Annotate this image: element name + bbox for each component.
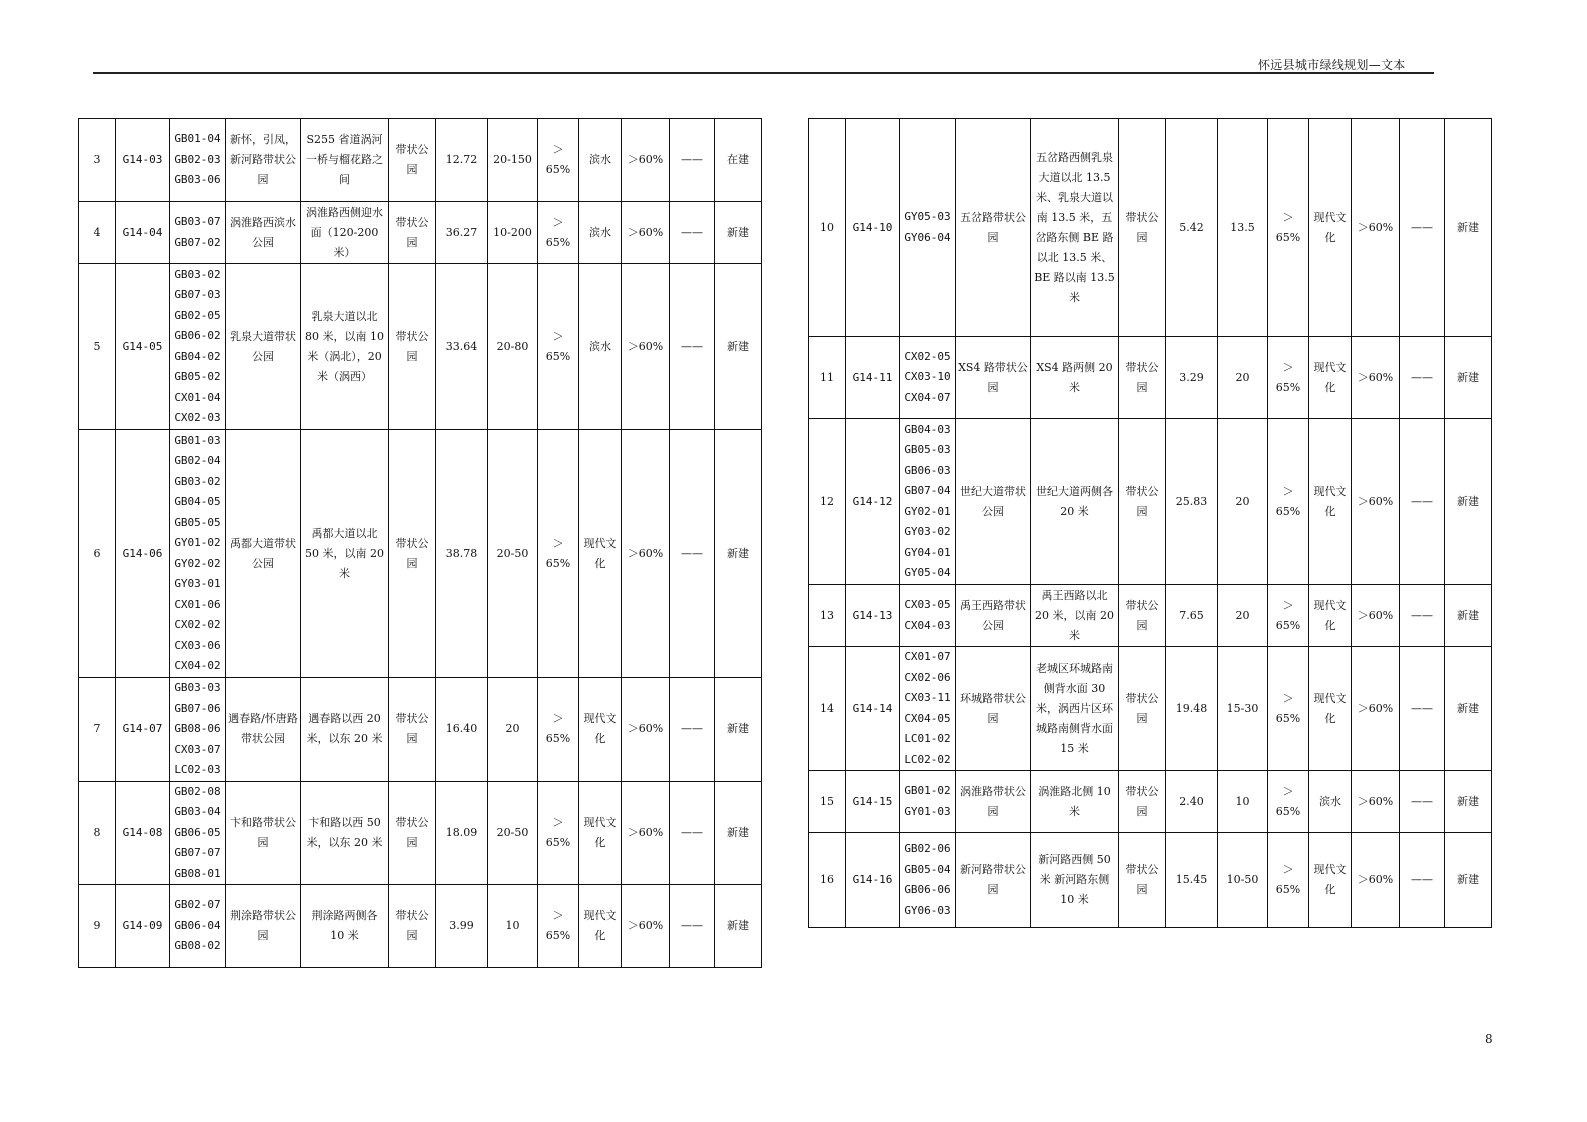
- cell-status: 新建: [1445, 419, 1492, 585]
- plot-code: GB06-04: [174, 918, 221, 932]
- cell-status: 在建: [715, 119, 762, 202]
- cell-theme: 现代文化: [1309, 337, 1352, 419]
- cell-width: 20: [1218, 419, 1268, 585]
- plot-code: CX03-05: [904, 598, 951, 611]
- cell-no: 11: [809, 337, 846, 419]
- plot-code: GY04-01: [904, 545, 951, 559]
- plot-code: CX01-06: [174, 597, 221, 611]
- cell-location: 禹都大道以北 50 米，以南 20 米: [301, 430, 389, 678]
- plot-code: GB01-04: [174, 132, 221, 146]
- cell-location: 涡淮路北侧 10 米: [1031, 771, 1119, 833]
- cell-width: 13.5: [1218, 119, 1268, 337]
- plot-code: CX01-07: [904, 650, 951, 663]
- plot-code: LC02-02: [904, 752, 951, 766]
- cell-theme: 现代文化: [579, 781, 622, 885]
- plot-code: CX04-02: [174, 659, 221, 672]
- plot-code: GY03-01: [174, 577, 221, 590]
- table-row: [809, 419, 1492, 585]
- plot-code: CX03-07: [174, 742, 221, 756]
- cell-theme: 现代文化: [579, 430, 622, 678]
- cell-type: 带状公园: [389, 430, 436, 678]
- cell-code: G14-12: [846, 419, 900, 585]
- plot-code: CX04-07: [904, 390, 951, 404]
- plot-code: GY05-03: [904, 210, 951, 223]
- cell-theme: 现代文化: [1309, 119, 1352, 337]
- cell-width: 20-150: [488, 119, 538, 202]
- cell-theme: 现代文化: [1309, 833, 1352, 928]
- cell-name: 遇春路/怀唐路带状公园: [226, 678, 301, 782]
- plot-code: CX02-05: [904, 349, 951, 363]
- cell-code: G14-05: [116, 264, 170, 430]
- cell-plots: [170, 678, 226, 782]
- cell-plots: [170, 119, 226, 202]
- table-row: [79, 264, 762, 430]
- cell-plots: [170, 885, 226, 968]
- plot-code: GB08-02: [174, 939, 221, 953]
- cell-type: 带状公园: [1119, 119, 1166, 337]
- plot-code: GB06-02: [174, 329, 221, 342]
- plot-code: CX01-04: [174, 390, 221, 404]
- cell-type: 带状公园: [1119, 833, 1166, 928]
- cell-width: 20: [488, 678, 538, 782]
- plot-code: GB06-05: [174, 825, 221, 839]
- cell-green-rate: ＞ 65%: [538, 264, 579, 430]
- cell-code: G14-11: [846, 337, 900, 419]
- cell-status: 新建: [1445, 771, 1492, 833]
- cell-code: G14-07: [116, 678, 170, 782]
- table-row: [809, 337, 1492, 419]
- cell-location: S255 省道涡河一桥与榴花路之间: [301, 119, 389, 202]
- cell-location: 卞和路以西 50 米，以东 20 米: [301, 781, 389, 885]
- cell-status: 新建: [715, 781, 762, 885]
- plot-code: GB03-04: [174, 805, 221, 818]
- table-row: [79, 885, 762, 968]
- cell-area: 16.40: [436, 678, 488, 782]
- cell-name: 环城路带状公园: [956, 647, 1031, 771]
- cell-area: 19.48: [1166, 647, 1218, 771]
- cell-name: 涡淮路带状公园: [956, 771, 1031, 833]
- cell-theme: 现代文化: [1309, 585, 1352, 647]
- cell-green-rate: ＞ 65%: [1268, 585, 1309, 647]
- cell-code: G14-06: [116, 430, 170, 678]
- cell-coverage: ＞60%: [622, 885, 670, 968]
- cell-width: 15-30: [1218, 647, 1268, 771]
- plot-code: GB03-02: [174, 474, 221, 488]
- plot-code: GB07-04: [904, 484, 951, 497]
- cell-status: 新建: [715, 885, 762, 968]
- cell-type: 带状公园: [389, 202, 436, 264]
- cell-green-rate: ＞ 65%: [538, 430, 579, 678]
- cell-location: 涡淮路西侧迎水面（120-200 米）: [301, 202, 389, 264]
- cell-type: 带状公园: [1119, 647, 1166, 771]
- table-row: [809, 585, 1492, 647]
- plot-code: GY01-02: [174, 536, 221, 549]
- plot-code: GB03-03: [174, 681, 221, 694]
- cell-name: 五岔路带状公园: [956, 119, 1031, 337]
- cell-other: ——: [670, 264, 715, 430]
- cell-other: ——: [670, 119, 715, 202]
- plot-code: CX03-11: [904, 691, 951, 704]
- plot-code: GB04-03: [904, 422, 951, 436]
- plot-code: GB04-05: [174, 495, 221, 508]
- cell-other: ——: [1400, 585, 1445, 647]
- cell-theme: 滨水: [579, 119, 622, 202]
- plot-code: GB05-04: [904, 862, 951, 876]
- cell-type: 带状公园: [1119, 771, 1166, 833]
- cell-coverage: ＞60%: [622, 119, 670, 202]
- cell-code: G14-03: [116, 119, 170, 202]
- cell-width: 20-80: [488, 264, 538, 430]
- cell-no: 15: [809, 771, 846, 833]
- document-header-title: 怀远县城市绿线规划—文本: [1258, 58, 1406, 72]
- plot-code: GB06-06: [904, 883, 951, 896]
- cell-other: ——: [670, 781, 715, 885]
- cell-no: 16: [809, 833, 846, 928]
- cell-code: G14-14: [846, 647, 900, 771]
- plot-code: GB07-06: [174, 701, 221, 715]
- cell-no: 9: [79, 885, 116, 968]
- plot-code: GB02-05: [174, 308, 221, 322]
- plot-code: CX03-06: [174, 638, 221, 652]
- plot-code: GB03-07: [174, 215, 221, 228]
- plot-code: GB06-03: [904, 463, 951, 477]
- cell-coverage: ＞60%: [1352, 419, 1400, 585]
- cell-width: 20: [1218, 585, 1268, 647]
- cell-area: 38.78: [436, 430, 488, 678]
- cell-coverage: ＞60%: [622, 202, 670, 264]
- cell-plots: [900, 337, 956, 419]
- cell-coverage: ＞60%: [1352, 771, 1400, 833]
- plot-code: GB01-02: [904, 784, 951, 797]
- plot-code: GY03-02: [904, 525, 951, 538]
- cell-status: 新建: [1445, 647, 1492, 771]
- cell-green-rate: ＞ 65%: [538, 119, 579, 202]
- cell-width: 20: [1218, 337, 1268, 419]
- cell-width: 20-50: [488, 430, 538, 678]
- cell-type: 带状公园: [389, 781, 436, 885]
- cell-code: G14-10: [846, 119, 900, 337]
- cell-location: 遇春路以西 20 米，以东 20 米: [301, 678, 389, 782]
- cell-no: 13: [809, 585, 846, 647]
- page-number: 8: [1485, 1032, 1493, 1046]
- cell-no: 4: [79, 202, 116, 264]
- cell-green-rate: ＞ 65%: [1268, 119, 1309, 337]
- plot-code: GY06-04: [904, 230, 951, 244]
- plot-code: GB05-02: [174, 370, 221, 383]
- cell-plots: [900, 585, 956, 647]
- plot-code: GY02-02: [174, 556, 221, 570]
- cell-width: 10-200: [488, 202, 538, 264]
- cell-green-rate: ＞ 65%: [1268, 647, 1309, 771]
- plot-code: CX04-05: [904, 711, 951, 725]
- cell-status: 新建: [1445, 833, 1492, 928]
- cell-other: ——: [670, 885, 715, 968]
- plot-code: GB04-02: [174, 349, 221, 363]
- cell-theme: 滨水: [1309, 771, 1352, 833]
- cell-area: 2.40: [1166, 771, 1218, 833]
- plot-code: GB02-08: [174, 784, 221, 798]
- cell-location: 禹王西路以北 20 米，以南 20 米: [1031, 585, 1119, 647]
- cell-width: 10-50: [1218, 833, 1268, 928]
- header-rule: [93, 72, 1434, 74]
- cell-status: 新建: [715, 678, 762, 782]
- green-line-table-left: [78, 118, 762, 968]
- cell-status: 新建: [715, 264, 762, 430]
- cell-status: 新建: [715, 430, 762, 678]
- cell-coverage: ＞60%: [1352, 119, 1400, 337]
- cell-name: 新怀，引凤，新河路带状公园: [226, 119, 301, 202]
- cell-coverage: ＞60%: [622, 430, 670, 678]
- plot-code: GY06-03: [904, 903, 951, 917]
- plot-code: GB08-06: [174, 722, 221, 735]
- plot-code: GB02-06: [904, 842, 951, 855]
- cell-no: 10: [809, 119, 846, 337]
- cell-theme: 滨水: [579, 202, 622, 264]
- plot-code: GB02-03: [174, 152, 221, 166]
- cell-location: 世纪大道两侧各 20 米: [1031, 419, 1119, 585]
- cell-theme: 现代文化: [1309, 647, 1352, 771]
- cell-name: 卞和路带状公园: [226, 781, 301, 885]
- cell-plots: [170, 430, 226, 678]
- cell-green-rate: ＞ 65%: [538, 678, 579, 782]
- plot-code: GB01-03: [174, 433, 221, 447]
- cell-other: ——: [1400, 337, 1445, 419]
- cell-coverage: ＞60%: [1352, 647, 1400, 771]
- table-row: [79, 678, 762, 782]
- cell-other: ——: [1400, 419, 1445, 585]
- cell-status: 新建: [1445, 119, 1492, 337]
- cell-other: ——: [1400, 119, 1445, 337]
- cell-plots: [900, 771, 956, 833]
- cell-plots: [900, 419, 956, 585]
- table-row: [809, 771, 1492, 833]
- cell-code: G14-08: [116, 781, 170, 885]
- cell-green-rate: ＞ 65%: [538, 202, 579, 264]
- plot-code: GB05-03: [904, 443, 951, 456]
- cell-other: ——: [670, 678, 715, 782]
- cell-area: 36.27: [436, 202, 488, 264]
- cell-other: ——: [1400, 833, 1445, 928]
- plot-code: CX02-03: [174, 411, 221, 424]
- plot-code: GB03-06: [174, 173, 221, 187]
- cell-coverage: ＞60%: [1352, 833, 1400, 928]
- table-row: [809, 647, 1492, 771]
- cell-plots: [170, 202, 226, 264]
- cell-theme: 现代文化: [579, 678, 622, 782]
- cell-other: ——: [1400, 771, 1445, 833]
- cell-area: 7.65: [1166, 585, 1218, 647]
- cell-plots: [900, 119, 956, 337]
- plot-code: GB02-07: [174, 898, 221, 912]
- cell-status: 新建: [1445, 585, 1492, 647]
- cell-plots: [900, 833, 956, 928]
- cell-coverage: ＞60%: [622, 264, 670, 430]
- plot-code: CX03-10: [904, 370, 951, 384]
- cell-area: 25.83: [1166, 419, 1218, 585]
- cell-no: 5: [79, 264, 116, 430]
- plot-code: GY05-04: [904, 566, 951, 579]
- cell-area: 3.99: [436, 885, 488, 968]
- cell-name: 荆涂路带状公园: [226, 885, 301, 968]
- green-line-table-right: [808, 118, 1492, 928]
- plot-code: GB05-05: [174, 515, 221, 529]
- cell-plots: [900, 647, 956, 771]
- cell-theme: 现代文化: [1309, 419, 1352, 585]
- cell-no: 7: [79, 678, 116, 782]
- cell-no: 3: [79, 119, 116, 202]
- cell-width: 20-50: [488, 781, 538, 885]
- cell-code: G14-16: [846, 833, 900, 928]
- cell-name: XS4 路带状公园: [956, 337, 1031, 419]
- table-row: [79, 430, 762, 678]
- cell-location: 荆涂路两侧各 10 米: [301, 885, 389, 968]
- cell-theme: 现代文化: [579, 885, 622, 968]
- plot-code: CX04-03: [904, 618, 951, 632]
- cell-green-rate: ＞ 65%: [1268, 833, 1309, 928]
- table-row: [809, 119, 1492, 337]
- cell-location: 新河路西侧 50 米 新河路东侧 10 米: [1031, 833, 1119, 928]
- cell-code: G14-13: [846, 585, 900, 647]
- cell-code: G14-04: [116, 202, 170, 264]
- plot-code: LC01-02: [904, 732, 951, 745]
- cell-code: G14-09: [116, 885, 170, 968]
- cell-no: 12: [809, 419, 846, 585]
- cell-green-rate: ＞ 65%: [1268, 771, 1309, 833]
- cell-type: 带状公园: [389, 678, 436, 782]
- cell-coverage: ＞60%: [622, 678, 670, 782]
- cell-type: 带状公园: [1119, 337, 1166, 419]
- cell-coverage: ＞60%: [1352, 337, 1400, 419]
- cell-coverage: ＞60%: [1352, 585, 1400, 647]
- cell-area: 33.64: [436, 264, 488, 430]
- cell-area: 18.09: [436, 781, 488, 885]
- cell-type: 带状公园: [1119, 419, 1166, 585]
- cell-no: 8: [79, 781, 116, 885]
- plot-code: GY02-01: [904, 504, 951, 518]
- cell-no: 6: [79, 430, 116, 678]
- cell-name: 涡淮路西滨水公园: [226, 202, 301, 264]
- cell-no: 14: [809, 647, 846, 771]
- cell-code: G14-15: [846, 771, 900, 833]
- cell-type: 带状公园: [389, 264, 436, 430]
- cell-name: 禹王西路带状公园: [956, 585, 1031, 647]
- cell-name: 禹都大道带状公园: [226, 430, 301, 678]
- cell-status: 新建: [1445, 337, 1492, 419]
- plot-code: GY01-03: [904, 804, 951, 818]
- cell-name: 世纪大道带状公园: [956, 419, 1031, 585]
- plot-code: GB03-02: [174, 267, 221, 281]
- cell-name: 新河路带状公园: [956, 833, 1031, 928]
- cell-location: 老城区环城路南侧背水面 30 米，涡西片区环城路南侧背水面 15 米: [1031, 647, 1119, 771]
- plot-code: GB07-03: [174, 288, 221, 301]
- table-row: [79, 119, 762, 202]
- table-row: [79, 781, 762, 885]
- cell-width: 10: [1218, 771, 1268, 833]
- plot-code: CX02-06: [904, 670, 951, 684]
- plot-code: LC02-03: [174, 763, 221, 776]
- cell-other: ——: [670, 430, 715, 678]
- cell-coverage: ＞60%: [622, 781, 670, 885]
- table-row: [79, 202, 762, 264]
- cell-area: 3.29: [1166, 337, 1218, 419]
- plot-code: GB07-02: [174, 235, 221, 249]
- cell-type: 带状公园: [389, 885, 436, 968]
- table-row: [809, 833, 1492, 928]
- plot-code: GB07-07: [174, 846, 221, 859]
- cell-location: 五岔路西侧乳泉大道以北 13.5 米、乳泉大道以南 13.5 米，五岔路东侧 BE 路以北 13.5 米、BE 路以南 13.5 米: [1031, 119, 1119, 337]
- cell-type: 带状公园: [1119, 585, 1166, 647]
- cell-plots: [170, 264, 226, 430]
- cell-green-rate: ＞ 65%: [1268, 419, 1309, 585]
- cell-theme: 滨水: [579, 264, 622, 430]
- cell-green-rate: ＞ 65%: [538, 885, 579, 968]
- plot-code: CX02-02: [174, 618, 221, 631]
- cell-area: 5.42: [1166, 119, 1218, 337]
- cell-green-rate: ＞ 65%: [538, 781, 579, 885]
- cell-name: 乳泉大道带状公园: [226, 264, 301, 430]
- cell-type: 带状公园: [389, 119, 436, 202]
- cell-location: 乳泉大道以北 80 米，以南 10 米（涡北），20 米（涡西）: [301, 264, 389, 430]
- cell-green-rate: ＞ 65%: [1268, 337, 1309, 419]
- cell-other: ——: [670, 202, 715, 264]
- cell-other: ——: [1400, 647, 1445, 771]
- plot-code: GB08-01: [174, 866, 221, 880]
- cell-width: 10: [488, 885, 538, 968]
- cell-plots: [170, 781, 226, 885]
- plot-code: GB02-04: [174, 454, 221, 467]
- cell-area: 15.45: [1166, 833, 1218, 928]
- cell-location: XS4 路两侧 20 米: [1031, 337, 1119, 419]
- cell-status: 新建: [715, 202, 762, 264]
- cell-area: 12.72: [436, 119, 488, 202]
